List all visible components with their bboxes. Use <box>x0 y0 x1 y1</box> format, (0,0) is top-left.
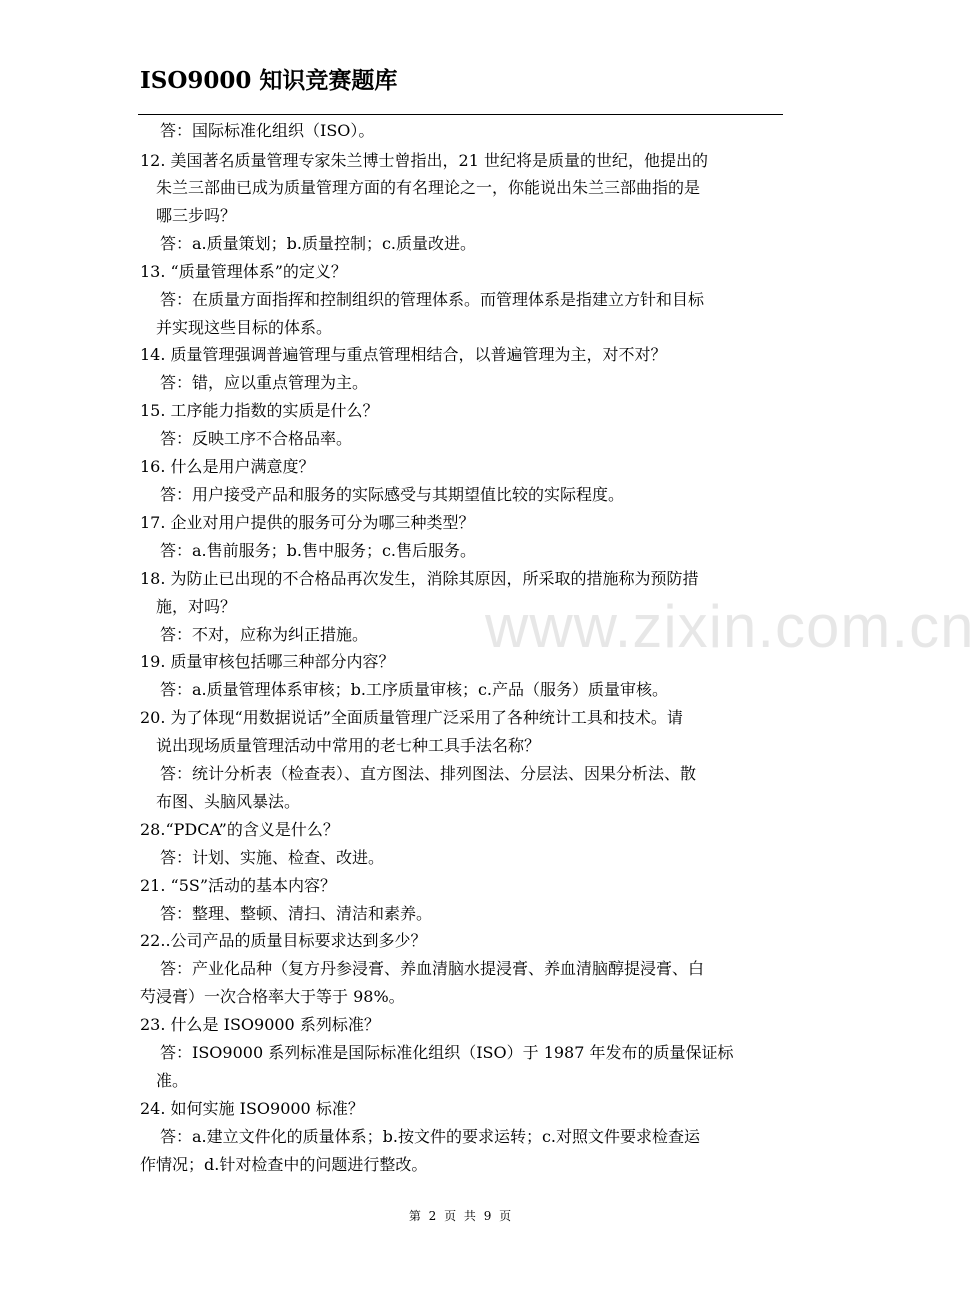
answer-line: 答：计划、实施、检查、改进。 <box>160 848 385 867</box>
question-line: 20. 为了体现“用数据说话”全面质量管理广泛采用了各种统计工具和技术。请 <box>140 708 683 727</box>
answer-line: 答：a.质量管理体系审核；b.工序质量审核；c.产品（服务）质量审核。 <box>160 680 669 699</box>
answer-line: 答：ISO9000 系列标准是国际标准化组织（ISO）于 1987 年发布的质量保证标 <box>160 1043 734 1062</box>
question-line: 22..公司产品的质量目标要求达到多少？ <box>140 931 427 950</box>
answer-line: 答：错，应以重点管理为主。 <box>160 373 369 392</box>
answer-line: 答：a.建立文件化的质量体系；b.按文件的要求运转；c.对照文件要求检查运 <box>160 1127 701 1146</box>
question-line: 21. “5S”活动的基本内容？ <box>140 876 337 895</box>
watermark: www.zixin.com.cn <box>485 593 974 660</box>
question-line: 12. 美国著名质量管理专家朱兰博士曾指出，21 世纪将是质量的世纪，他提出的 <box>140 151 708 170</box>
document-title: ISO9000 知识竞赛题库 <box>140 67 398 94</box>
question-line: 19. 质量审核包括哪三种部分内容？ <box>140 652 395 671</box>
answer-line: 答：不对，应称为纠正措施。 <box>160 625 369 644</box>
question-line: 13. “质量管理体系”的定义？ <box>140 262 347 281</box>
answer-line: 作情况；d.针对检查中的问题进行整改。 <box>140 1155 428 1174</box>
question-line: 28.“PDCA”的含义是什么？ <box>140 820 339 839</box>
answer-line: 答：反映工序不合格品率。 <box>160 429 353 448</box>
answer-line: 答：a.质量策划；b.质量控制；c.质量改进。 <box>160 234 477 253</box>
question-line: 18. 为防止已出现的不合格品再次发生，消除其原因，所采取的措施称为预防措 <box>140 569 699 588</box>
answer-line: 答：用户接受产品和服务的实际感受与其期望值比较的实际程度。 <box>160 485 625 504</box>
question-line: 24. 如何实施 ISO9000 标准？ <box>140 1099 364 1118</box>
answer-line: 布图、头脑风暴法。 <box>156 792 301 811</box>
question-line: 15. 工序能力指数的实质是什么？ <box>140 401 379 420</box>
question-line: 14. 质量管理强调普遍管理与重点管理相结合，以普遍管理为主，对不对？ <box>140 345 667 364</box>
answer-line: 芍浸膏）一次合格率大于等于 98%。 <box>140 987 405 1006</box>
question-line: 朱兰三部曲已成为质量管理方面的有名理论之一，你能说出朱兰三部曲指的是 <box>156 178 701 197</box>
header-divider <box>138 114 783 115</box>
question-line: 哪三步吗？ <box>156 206 237 225</box>
question-line: 16. 什么是用户满意度？ <box>140 457 315 476</box>
answer-line: 答：a.售前服务；b.售中服务；c.售后服务。 <box>160 541 477 560</box>
answer-line: 答：统计分析表（检查表）、直方图法、排列图法、分层法、因果分析法、散 <box>160 764 697 783</box>
page-number: 第 2 页 共 9 页 <box>408 1209 512 1223</box>
question-line: 23. 什么是 ISO9000 系列标准？ <box>140 1015 380 1034</box>
question-line: 17. 企业对用户提供的服务可分为哪三种类型？ <box>140 513 475 532</box>
answer-line: 答：整理、整顿、清扫、清洁和素养。 <box>160 904 433 923</box>
question-line: 施，对吗？ <box>156 597 237 616</box>
answer-line: 答：产业化品种（复方丹参浸膏、养血清脑水提浸膏、养血清脑醇提浸膏、白 <box>160 959 705 978</box>
answer-line: 准。 <box>156 1071 189 1090</box>
answer-line: 答：国际标准化组织（ISO）。 <box>160 121 375 140</box>
question-line: 说出现场质量管理活动中常用的老七种工具手法名称？ <box>156 736 541 755</box>
answer-line: 并实现这些目标的体系。 <box>156 318 333 337</box>
answer-line: 答：在质量方面指挥和控制组织的管理体系。而管理体系是指建立方针和目标 <box>160 290 705 309</box>
